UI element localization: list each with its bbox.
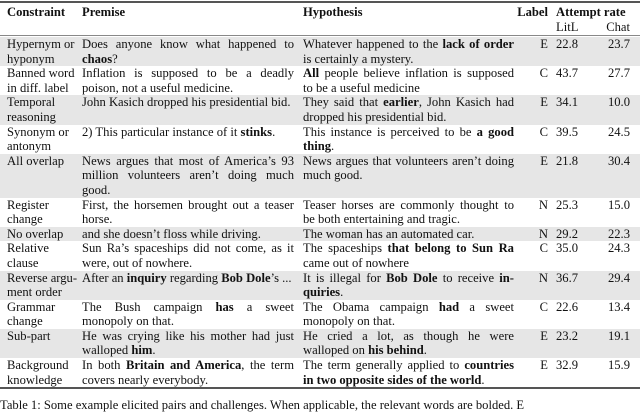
- bold-text: All: [303, 66, 320, 81]
- bold-text: chaos: [82, 51, 113, 66]
- litl-cell: 39.5: [556, 124, 579, 139]
- label-cell: E: [540, 95, 548, 110]
- constraint-cell: Register change: [7, 197, 49, 227]
- text: The woman has an automated car.: [303, 226, 475, 241]
- label-cell: E: [540, 37, 548, 51]
- chat-cell: 27.7: [607, 66, 630, 81]
- text: Does anyone know what happened to: [82, 37, 294, 51]
- text: a sweet monopoly on that.: [82, 299, 295, 329]
- header-attempt-group: [556, 5, 636, 35]
- text: .: [340, 285, 344, 300]
- bold-text: countries in two opposite sides of the world: [303, 358, 514, 387]
- text: News argues that volunteers aren’t doing much good.: [303, 153, 514, 183]
- constraint-cell: Relative clause: [7, 241, 49, 270]
- header-premise: Premise: [82, 5, 126, 19]
- bold-text: Bob Dole: [386, 270, 438, 285]
- litl-cell: 21.8: [556, 153, 579, 168]
- hypothesis-cell: [303, 154, 514, 198]
- text: John Kasich dropped his presidential bid.: [82, 95, 291, 110]
- header-rule: [0, 35, 640, 36]
- bold-text: stinks: [240, 124, 273, 139]
- table-row: [0, 300, 640, 329]
- table-row: [0, 95, 640, 124]
- header-subcolumns: [556, 20, 636, 35]
- litl-cell: 35.0: [556, 241, 579, 256]
- text: Whatever happened to the: [303, 37, 443, 51]
- label-cell: E: [540, 358, 548, 373]
- label-cell: C: [539, 66, 548, 81]
- premise-cell: [82, 37, 294, 66]
- premise-cell: [82, 227, 294, 242]
- premise-cell: [82, 300, 294, 329]
- text: 2) This particular instance of it: [82, 124, 241, 139]
- bold-text: a good thing: [303, 124, 514, 154]
- table-row: [0, 227, 640, 242]
- table-row: [0, 271, 640, 300]
- text: In both: [82, 358, 126, 373]
- constraint-cell: Hypernym or hyponym: [7, 37, 75, 66]
- label-cell: N: [538, 226, 548, 241]
- text: ?: [112, 51, 118, 66]
- text: came out of nowhere: [303, 255, 409, 270]
- table-row: [0, 66, 640, 95]
- text: .: [423, 343, 427, 358]
- constraint-cell: No overlap: [7, 226, 64, 241]
- chat-cell: 10.0: [607, 95, 630, 110]
- label-cell: N: [538, 270, 548, 285]
- hypothesis-cell: [303, 198, 514, 227]
- text: It is illegal for: [303, 270, 387, 285]
- bold-text: him: [131, 343, 153, 358]
- bold-text: inquiries: [303, 270, 514, 300]
- chat-cell: 19.1: [607, 328, 630, 343]
- text: The spaceships: [303, 241, 388, 256]
- hypothesis-cell: [303, 358, 514, 387]
- chat-cell: 15.9: [607, 358, 630, 373]
- text: Teaser horses are commonly thought to be both entertaining and tragic.: [303, 197, 514, 227]
- litl-cell: 25.3: [556, 197, 579, 212]
- text: and she doesn’t floss while driving.: [82, 226, 261, 241]
- text: is certainly a mystery.: [303, 51, 414, 66]
- bold-text: lack of order: [442, 37, 514, 51]
- bold-text: Bob Dole: [221, 270, 271, 285]
- bottom-rule: [0, 387, 640, 389]
- constraint-cell: Synonym or antonym: [7, 124, 69, 154]
- text: First, the horsemen brought out a teaser horse.: [82, 197, 294, 227]
- text: ’s ...: [270, 270, 292, 285]
- premise-cell: [82, 241, 294, 270]
- litl-cell: 36.7: [556, 270, 579, 285]
- text: .: [272, 124, 276, 139]
- constraint-cell: Grammar change: [7, 299, 56, 329]
- bold-text: that belong to Sun Ra: [387, 241, 514, 256]
- table-row: [0, 198, 640, 227]
- table-caption: Table 1: Some example elicited pairs and challenges. When applicable, the relevant words are bolded. E: [0, 398, 525, 412]
- chat-cell: 13.4: [607, 299, 630, 314]
- hypothesis-cell: [303, 95, 514, 124]
- constraint-cell: Reverse argument order: [7, 270, 78, 300]
- header-label: Label: [517, 5, 548, 19]
- text: He cried a lot, as though he were walloped on: [303, 328, 514, 358]
- chat-cell: 22.3: [607, 226, 630, 241]
- header-constraint: Constraint: [7, 5, 66, 19]
- premise-cell: [82, 95, 294, 124]
- bold-text: inquiry: [126, 270, 167, 285]
- premise-cell: [82, 329, 294, 358]
- hypothesis-cell: [303, 227, 514, 242]
- chat-cell: 29.4: [607, 270, 630, 285]
- text: regarding: [166, 270, 222, 285]
- table-row: [0, 329, 640, 358]
- constraint-cell: Temporal reasoning: [7, 95, 56, 124]
- premise-cell: [82, 358, 294, 387]
- litl-cell: 22.8: [556, 37, 579, 51]
- bold-text: Britain and America: [125, 358, 242, 373]
- premise-cell: [82, 271, 294, 300]
- hypothesis-cell: [303, 241, 514, 270]
- label-cell: N: [538, 197, 548, 212]
- text: a sweet monopoly on that.: [303, 299, 514, 329]
- hypothesis-cell: [303, 37, 514, 66]
- bold-text: his behind: [368, 343, 424, 358]
- label-cell: E: [540, 328, 548, 343]
- text: News argues that most of America’s 93 million volunteers aren’t doing much good.: [82, 153, 294, 197]
- text: They said that: [303, 95, 384, 110]
- litl-cell: 43.7: [556, 66, 579, 81]
- table-row: [0, 37, 640, 66]
- text: He was crying like his mother had just walloped: [82, 328, 294, 358]
- bold-text: earlier: [383, 95, 419, 110]
- chat-cell: 24.3: [607, 241, 630, 256]
- text: Sun Ra’s spaceships did not come, as it were, out of nowhere.: [82, 241, 294, 270]
- litl-cell: 23.2: [556, 328, 579, 343]
- constraint-cell: Background knowledge: [7, 358, 69, 387]
- hypothesis-cell: [303, 300, 514, 329]
- chat-cell: 24.5: [607, 124, 630, 139]
- header-hypothesis: Hypothesis: [303, 5, 363, 19]
- litl-cell: 22.6: [556, 299, 579, 314]
- premise-cell: [82, 154, 294, 198]
- constraint-cell: Banned word in diff. label: [7, 66, 75, 95]
- litl-cell: 32.9: [556, 358, 579, 373]
- text: After an: [82, 270, 127, 285]
- header-attempt-rate: Attempt rate: [556, 5, 626, 19]
- table-row: [0, 241, 640, 270]
- constraint-cell: All overlap: [7, 153, 65, 168]
- litl-cell: 34.1: [556, 95, 579, 110]
- bold-text: had: [438, 299, 460, 314]
- chat-cell: 15.0: [607, 197, 630, 212]
- constraint-cell: Sub-part: [7, 328, 51, 343]
- hypothesis-cell: [303, 329, 514, 358]
- text: The Obama campaign: [303, 299, 439, 314]
- text: .: [331, 139, 335, 154]
- text: The term generally applied to: [303, 358, 465, 373]
- premise-cell: [82, 125, 294, 154]
- label-cell: C: [539, 299, 548, 314]
- text: , the term covers nearly everybody.: [82, 358, 294, 387]
- text: to receive: [437, 270, 500, 285]
- premise-cell: [82, 198, 294, 227]
- chat-cell: 23.7: [607, 37, 630, 51]
- label-cell: C: [539, 241, 548, 256]
- table-row: [0, 154, 640, 198]
- hypothesis-cell: [303, 271, 514, 300]
- table-header: [0, 3, 640, 35]
- table-row: [0, 125, 640, 154]
- label-cell: E: [540, 153, 548, 168]
- text: , John Kasich had dropped his presidential bid.: [303, 95, 515, 124]
- label-cell: C: [539, 124, 548, 139]
- text: .: [152, 343, 156, 358]
- text: The Bush campaign: [82, 299, 216, 314]
- header-chat: Chat: [606, 20, 630, 34]
- premise-cell: [82, 66, 294, 95]
- text: This instance is perceived to be: [303, 124, 477, 139]
- litl-cell: 29.2: [556, 226, 579, 241]
- table-body: [0, 37, 640, 387]
- hypothesis-cell: [303, 125, 514, 154]
- bold-text: has: [215, 299, 234, 314]
- chat-cell: 30.4: [607, 153, 630, 168]
- table-row: [0, 358, 640, 387]
- text: .: [481, 372, 485, 387]
- header-litl: LitL: [556, 20, 579, 34]
- text: people believe inflation is supposed to be a useful medicine: [303, 66, 514, 95]
- hypothesis-cell: [303, 66, 514, 95]
- text: Inflation is supposed to be a deadly poison, not a useful medicine.: [82, 66, 294, 95]
